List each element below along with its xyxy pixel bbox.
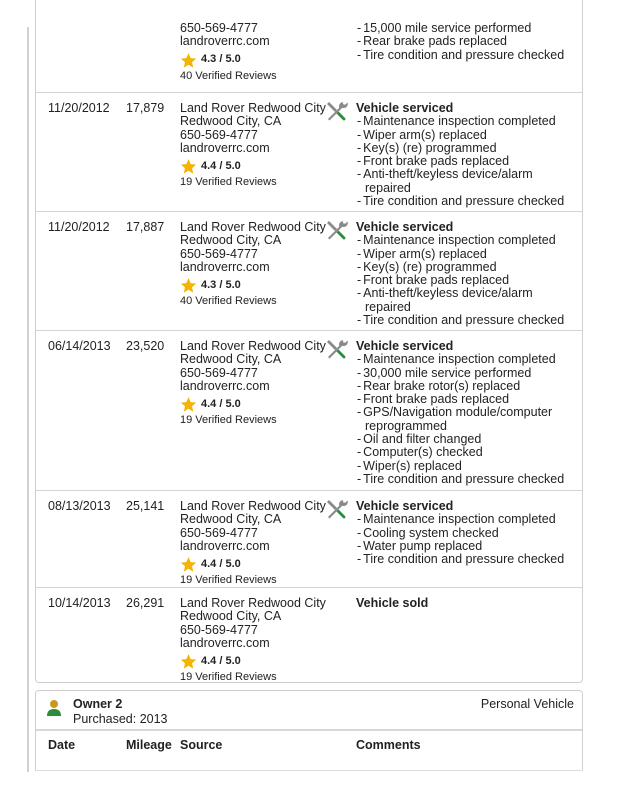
comment-item: - Rear brake pads replaced (356, 35, 581, 48)
rating-value: 4.4 / 5.0 (201, 558, 241, 571)
record-comments (356, 221, 581, 327)
divider (35, 770, 583, 771)
history-row (36, 587, 582, 683)
source-location: Redwood City, CA (180, 114, 282, 129)
column-header-date: Date (48, 738, 76, 752)
comment-title: Vehicle sold (356, 596, 429, 610)
source-website-link[interactable]: landroverrc.com (180, 259, 270, 274)
owner-vehicle-type: Personal Vehicle (480, 697, 574, 711)
source-location: Redwood City, CA (180, 233, 282, 248)
comment-item: - Key(s) (re) programmed (356, 142, 581, 155)
star-icon (180, 653, 197, 670)
source-rating (180, 653, 325, 670)
comment-item: - Maintenance inspection completed (356, 353, 581, 366)
comment-item: - Maintenance inspection completed (356, 513, 581, 526)
comment-item: - Tire condition and pressure checked (356, 195, 581, 208)
comment-title: Vehicle serviced (356, 101, 454, 115)
record-date: 06/14/2013 (48, 339, 111, 353)
comment-item: - Key(s) (re) programmed (356, 261, 581, 274)
source-rating (180, 52, 325, 69)
record-source (180, 22, 325, 83)
record-date: 08/13/2013 (48, 499, 111, 513)
source-name: Land Rover Redwood City (180, 339, 326, 353)
owner-2-history-card (35, 690, 583, 770)
comment-item: - 30,000 mile service performed (356, 367, 581, 380)
history-row (36, 211, 582, 330)
wrench-screwdriver-icon (324, 218, 348, 242)
source-phone[interactable]: 650-569-4777 (180, 127, 258, 142)
column-header-mileage: Mileage (126, 738, 172, 752)
history-row (36, 490, 582, 587)
owner-name: Owner 2 (73, 697, 123, 711)
record-mileage: 17,879 (126, 101, 165, 115)
star-icon (180, 52, 197, 69)
comment-title: Vehicle serviced (356, 220, 454, 234)
star-icon (180, 396, 197, 413)
comment-item: - Anti-theft/keyless device/alarm repaired (356, 168, 581, 195)
comment-item: - GPS/Navigation module/computer reprogrammed (356, 406, 581, 433)
comment-item: - Computer(s) checked (356, 446, 581, 459)
star-icon (180, 277, 197, 294)
comment-item: - Wiper(s) replaced (356, 460, 581, 473)
source-website-link[interactable]: landroverrc.com (180, 34, 270, 49)
comment-item: - Tire condition and pressure checked (356, 49, 581, 62)
source-rating (180, 277, 325, 294)
verified-reviews-link[interactable]: 19 Verified Reviews (180, 414, 277, 427)
comment-item: - Rear brake rotor(s) replaced (356, 380, 581, 393)
star-icon (180, 556, 197, 573)
history-row (36, 92, 582, 211)
source-location: Redwood City, CA (180, 609, 282, 624)
comment-item: - Cooling system checked (356, 527, 581, 540)
record-source (180, 102, 325, 189)
comment-item: - Maintenance inspection completed (356, 234, 581, 247)
source-rating (180, 556, 325, 573)
source-location: Redwood City, CA (180, 352, 282, 367)
source-name: Land Rover Redwood City (180, 220, 326, 234)
rating-value: 4.4 / 5.0 (201, 160, 241, 173)
record-mileage: 23,520 (126, 339, 165, 353)
rating-value: 4.3 / 5.0 (201, 53, 241, 66)
column-header-source: Source (180, 738, 223, 752)
wrench-screwdriver-icon (324, 337, 348, 361)
verified-reviews-link[interactable]: 19 Verified Reviews (180, 574, 277, 587)
source-phone[interactable]: 650-569-4777 (180, 246, 258, 261)
comment-item: - Tire condition and pressure checked (356, 473, 581, 486)
history-row (36, 0, 582, 92)
source-phone[interactable]: 650-569-4777 (180, 21, 258, 35)
record-comments (356, 22, 581, 62)
comment-list (356, 115, 581, 208)
source-name: Land Rover Redwood City (180, 101, 326, 115)
comment-item: - Wiper arm(s) replaced (356, 248, 581, 261)
comment-list (356, 353, 581, 486)
source-website-link[interactable]: landroverrc.com (180, 635, 270, 650)
comment-item: - Tire condition and pressure checked (356, 553, 581, 566)
comment-item: - Front brake pads replaced (356, 274, 581, 287)
record-mileage: 17,887 (126, 220, 165, 234)
record-source (180, 597, 325, 684)
source-rating (180, 158, 325, 175)
rating-value: 4.3 / 5.0 (201, 279, 241, 292)
source-phone[interactable]: 650-569-4777 (180, 622, 258, 637)
record-mileage: 26,291 (126, 596, 165, 610)
record-comments (356, 597, 581, 610)
record-comments (356, 340, 581, 486)
comment-list (356, 513, 581, 566)
comment-item: - Front brake pads replaced (356, 393, 581, 406)
rating-value: 4.4 / 5.0 (201, 398, 241, 411)
star-icon (180, 158, 197, 175)
record-source (180, 221, 325, 308)
comment-item: - Wiper arm(s) replaced (356, 129, 581, 142)
header-divider (36, 729, 582, 731)
record-comments (356, 102, 581, 208)
verified-reviews-link[interactable]: 40 Verified Reviews (180, 295, 277, 308)
outer-frame-line (27, 27, 29, 772)
source-website-link[interactable]: landroverrc.com (180, 538, 270, 553)
verified-reviews-link[interactable]: 19 Verified Reviews (180, 671, 277, 684)
comment-item: - Maintenance inspection completed (356, 115, 581, 128)
verified-reviews-link[interactable]: 19 Verified Reviews (180, 176, 277, 189)
verified-reviews-link[interactable]: 40 Verified Reviews (180, 69, 277, 82)
owner-person-icon (46, 699, 62, 717)
comment-item: - Front brake pads replaced (356, 155, 581, 168)
source-name: Land Rover Redwood City (180, 596, 326, 610)
comment-item: - Tire condition and pressure checked (356, 314, 581, 327)
source-website-link[interactable]: landroverrc.com (180, 140, 270, 155)
source-phone[interactable]: 650-569-4777 (180, 365, 258, 380)
source-phone[interactable]: 650-569-4777 (180, 525, 258, 540)
comment-title: Vehicle serviced (356, 499, 454, 513)
comment-item: - 15,000 mile service performed (356, 22, 581, 35)
record-source (180, 340, 325, 427)
comment-item: - Oil and filter changed (356, 433, 581, 446)
comment-list (356, 22, 581, 62)
wrench-screwdriver-icon (324, 497, 348, 521)
owner-1-history-card (35, 0, 583, 683)
record-source (180, 500, 325, 587)
comment-list (356, 234, 581, 327)
rating-value: 4.4 / 5.0 (201, 655, 241, 668)
comment-title: Vehicle serviced (356, 339, 454, 353)
source-rating (180, 396, 325, 413)
record-date: 11/20/2012 (48, 101, 110, 115)
record-mileage: 25,141 (126, 499, 165, 513)
comment-item: - Anti-theft/keyless device/alarm repaired (356, 287, 581, 314)
column-header-comments: Comments (356, 738, 421, 752)
history-row (36, 330, 582, 490)
record-date: 11/20/2012 (48, 220, 110, 234)
source-location: Redwood City, CA (180, 512, 282, 527)
source-name: Land Rover Redwood City (180, 499, 326, 513)
record-date: 10/14/2013 (48, 596, 111, 610)
source-website-link[interactable]: landroverrc.com (180, 378, 270, 393)
record-comments (356, 500, 581, 566)
owner-purchased-year: Purchased: 2013 (73, 712, 168, 726)
comment-item: - Water pump replaced (356, 540, 581, 553)
wrench-screwdriver-icon (324, 99, 348, 123)
